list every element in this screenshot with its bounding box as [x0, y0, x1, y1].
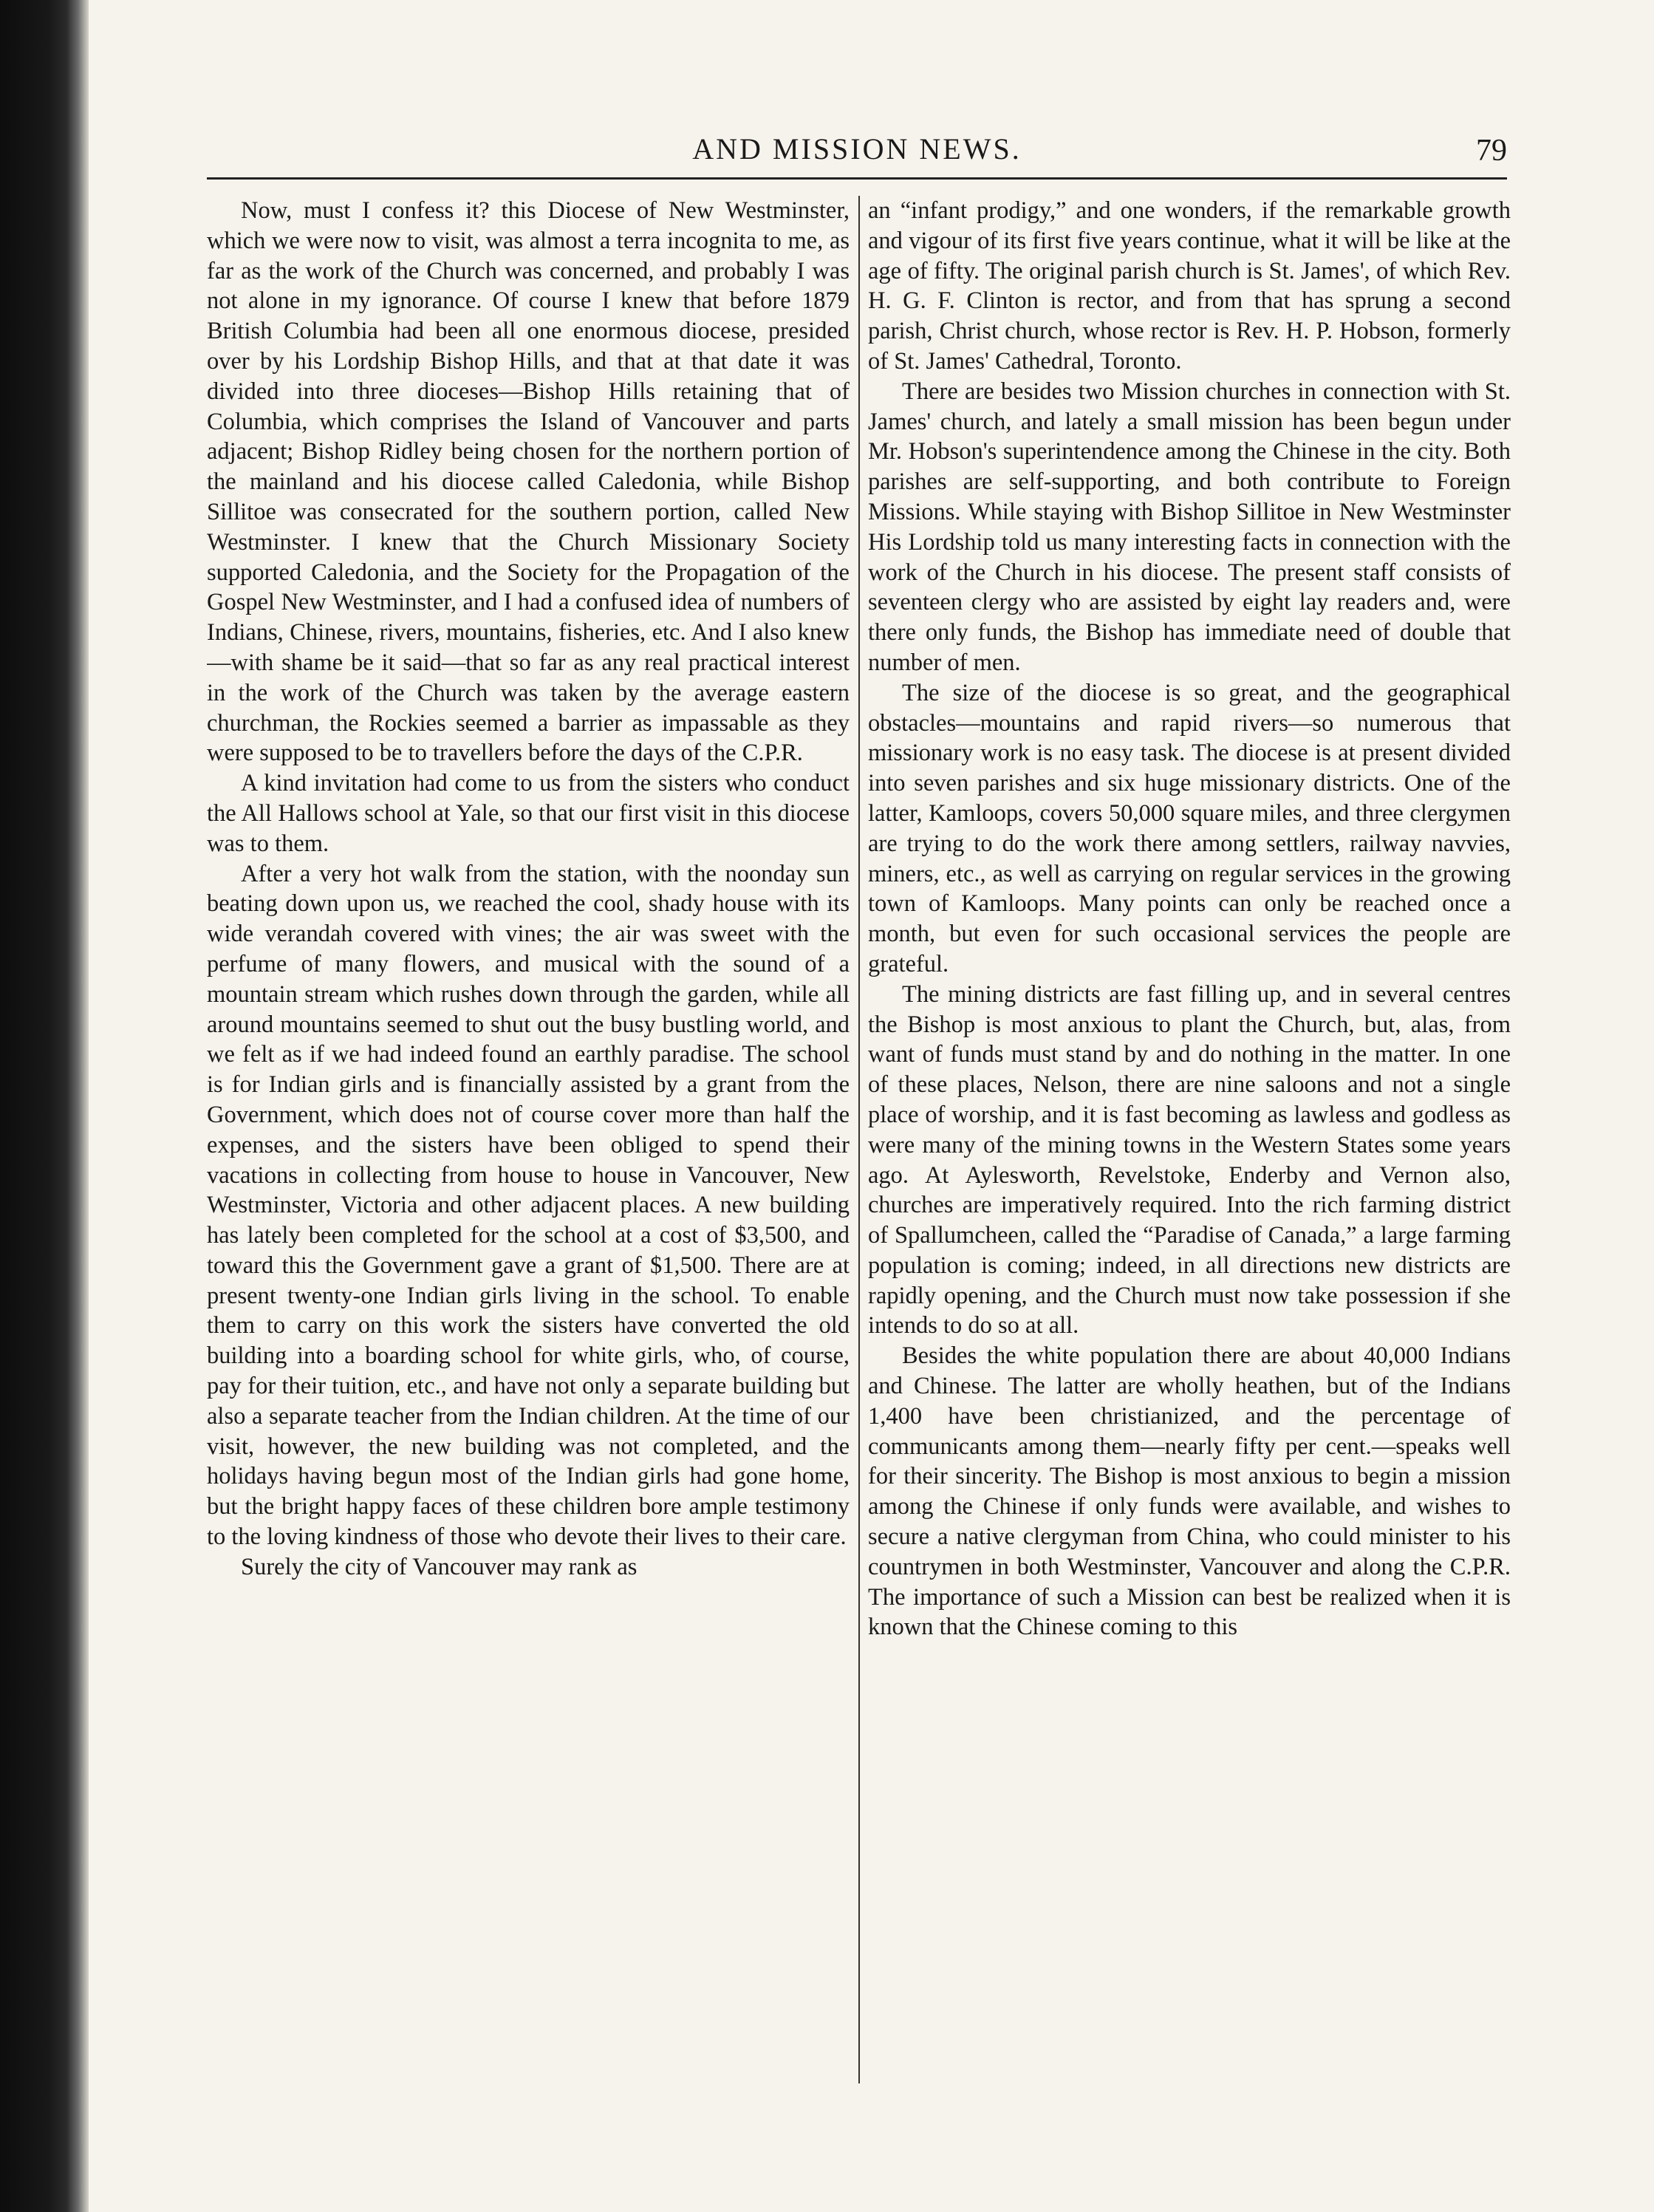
right-column: [868, 196, 1511, 2087]
running-title: AND MISSION NEWS.: [692, 132, 1022, 165]
paragraph: Now, must I confess it? this Diocese of New Westminster, which we were now to visit, was almost a terra incognita to me, as far as the work of the Church was concerned, and probably I was not alone in my ignorance. Of course I knew that before 1879 British Columbia had been all one enormous diocese, presided over by his Lordship Bishop Hills, and that at that date it was divided into three dioceses—Bishop Hills retaining that of Columbia, which comprises the Island of Vancouver and parts adjacent; Bishop Ridley being chosen for the northern portion of the mainland and his diocese called Caledonia, while Bishop Sillitoe was consecrated for the southern portion, called New Westminster. I knew that the Church Missionary Society supported Caledonia, and the Society for the Propagation of the Gospel New Westminster, and I had a confused idea of numbers of Indians, Chinese, rivers, mountains, fisheries, etc. And I also knew—with shame be it said—that so far as any real practical interest in the work of the Church was taken by the average eastern churchman, the Rockies seemed a barrier as impassable as they were supposed to be to travellers before the days of the C.P.R.: [207, 197, 850, 767]
paragraph: The size of the diocese is so great, and the geographical obstacles—mountains and rapid rivers—so numerous that missionary work is no easy task. The diocese is at present divided into seven parishes and six huge missionary districts. One of the latter, Kamloops, covers 50,000 square miles, and three clergymen are trying to do the work there among settlers, railway navvies, miners, etc., as well as carrying on regular services in the growing town of Kamloops. Many points can only be reached once a month, but even for such occasional services the people are grateful.: [868, 679, 1511, 977]
page-number: 79: [1476, 134, 1507, 168]
paragraph: After a very hot walk from the station, with the noonday sun beating down upon us, we reached the cool, shady house with its wide verandah covered with vines; the air was sweet with the perfume of many flowers, and musical with the sound of a mountain stream which rushes down through the garden, while all around mountains seemed to shut out the busy bustling world, and we felt as if we had indeed found an earthly paradise. The school is for Indian girls and is financially assisted by a grant from the Government, which does not of course cover more than half the expenses, and the sisters have been obliged to spend their vacations in collecting from house to house in Vancouver, New Westminster, Victoria and other adjacent places. A new building has lately been completed for the school at a cost of $3,500, and toward this the Government gave a grant of $1,500. There are at present twenty-one Indian girls living in the school. To enable them to carry on this work the sisters have converted the old building into a boarding school for white girls, who, of course, pay for their tuition, etc., and have not only a separate building but also a separate teacher from the Indian children. At the time of our visit, however, the new building was not completed, and the holidays having begun most of the Indian girls had gone home, but the bright happy faces of these children bore ample testimony to the loving kindness of those who devote their lives to their care.: [207, 860, 850, 1551]
page-header: [207, 127, 1507, 179]
paragraph: A kind invitation had come to us from the sisters who conduct the All Hallows school at Yale, so that our first visit in this diocese was to them.: [207, 770, 850, 857]
header-rule: [207, 177, 1507, 180]
article-body: [207, 196, 1511, 2087]
paragraph: Surely the city of Vancouver may rank as: [241, 1553, 638, 1580]
column-divider: [858, 196, 860, 2083]
paragraph: There are besides two Mission churches in connection with St. James' church, and lately a small mission has been begun under Mr. Hobson's superintendence among the Chinese in the city. Both parishes are self-supporting, and both contribute to Foreign Missions. While staying with Bishop Sillitoe in New Westminster His Lordship told us many interesting facts in connection with the work of the Church in his diocese. The present staff consists of seventeen clergy who are assisted by eight lay readers and, were there only funds, the Bishop has immediate need of double that number of men.: [868, 378, 1511, 676]
paragraph: an “infant prodigy,” and one wonders, if the remarkable growth and vigour of its first five years continue, what it will be like at the age of fifty. The original parish church is St. James', of which Rev. H. G. F. Clinton is rector, and from that has sprung a second parish, Christ church, whose rector is Rev. H. P. Hobson, formerly of St. James' Cathedral, Toronto.: [868, 197, 1511, 375]
book-binding-edge: [0, 0, 89, 2212]
paragraph: Besides the white population there are about 40,000 Indians and Chinese. The latter are wholly heathen, but of the Indians 1,400 have been christianized, and the percentage of communicants among them—nearly fifty per cent.—speaks well for their sincerity. The Bishop is most anxious to begin a mission among the Chinese if only funds were available, and wishes to secure a native clergyman from China, who could minister to his countrymen in both Westminster, Vancouver and along the C.P.R. The importance of such a Mission can best be realized when it is known that the Chinese coming to this: [868, 1342, 1511, 1641]
paragraph: The mining districts are fast filling up, and in several centres the Bishop is most anxious to plant the Church, but, alas, from want of funds must stand by and do nothing in the matter. In one of these places, Nelson, there are nine saloons and not a single place of worship, and it is fast becoming as lawless and godless as were many of the mining towns in the Western States some years ago. At Aylesworth, Revelstoke, Enderby and Vernon also, churches are imperatively required. Into the rich farming district of Spallumcheen, called the “Paradise of Canada,” a large farming population is coming; indeed, in all directions new districts are rapidly opening, and the Church must now take possession if she intends to do so at all.: [868, 980, 1511, 1339]
left-column: [207, 196, 850, 2087]
